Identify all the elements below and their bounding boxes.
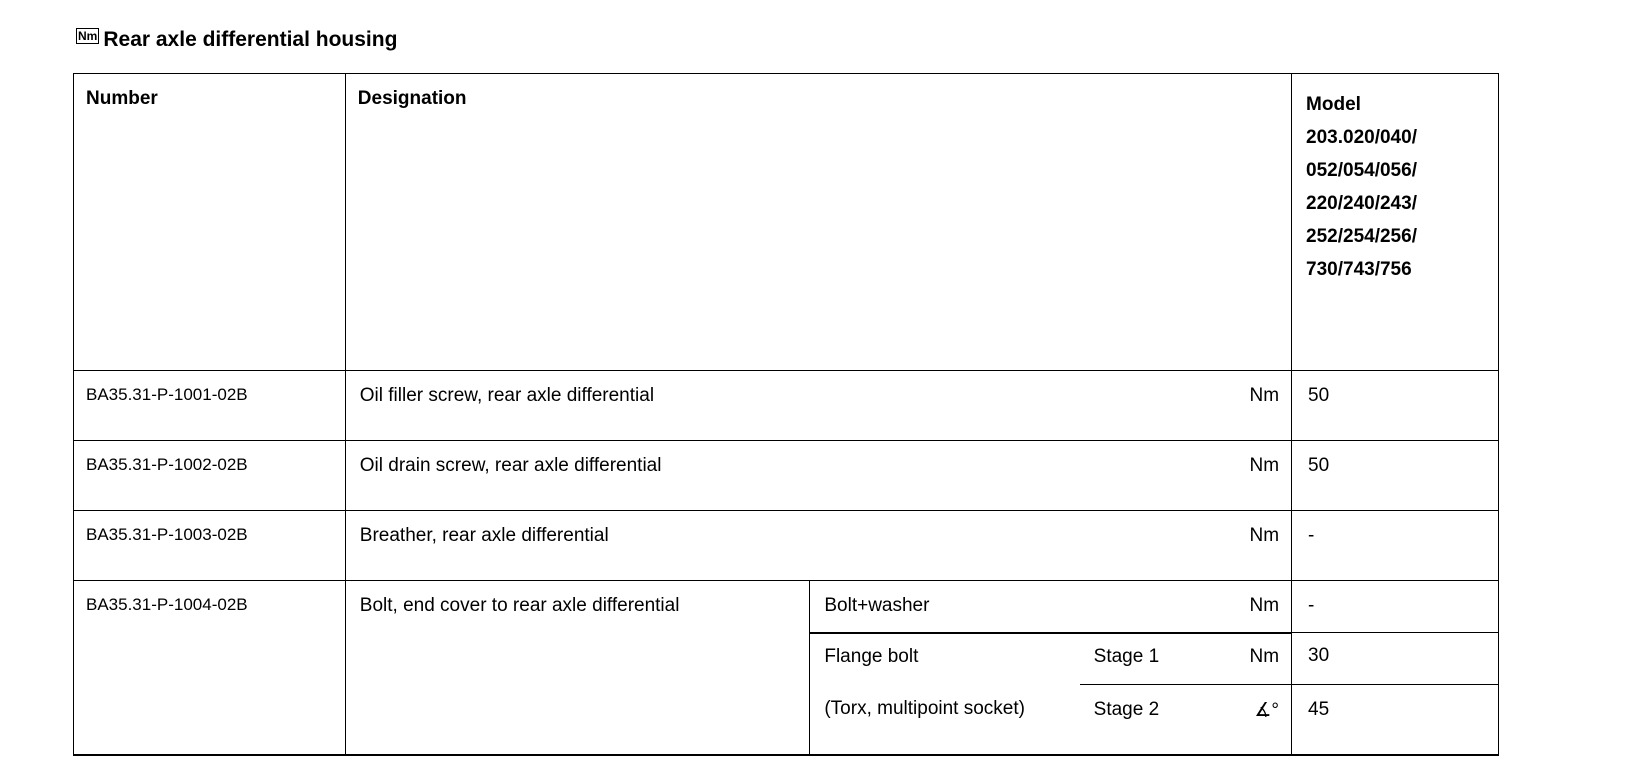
sub-value: 30 — [1292, 633, 1499, 685]
sub-part-group — [810, 633, 1080, 755]
row-value: 50 — [1292, 441, 1499, 511]
row-value: 50 — [1292, 371, 1499, 441]
model-code: 203.020/040/ — [1306, 127, 1417, 148]
section-title-text: Rear axle differential housing — [103, 28, 398, 51]
row-unit: Nm — [1220, 441, 1292, 511]
row-number: BA35.31-P-1004-02B — [74, 581, 346, 755]
model-code: 730/743/756 — [1306, 259, 1412, 280]
sub-unit: Nm — [1220, 581, 1292, 633]
header-number: Number — [74, 74, 346, 371]
sub-unit: ∡° — [1220, 685, 1292, 755]
sub-part: Bolt+washer — [810, 581, 1220, 633]
row-number: BA35.31-P-1001-02B — [74, 371, 346, 441]
sub-part: Flange bolt — [824, 645, 919, 667]
table-row — [74, 581, 1499, 633]
table-row — [74, 511, 1499, 581]
sub-part: (Torx, multipoint socket) — [824, 697, 1025, 719]
row-unit: Nm — [1220, 371, 1292, 441]
row-value: - — [1292, 511, 1499, 581]
sub-stage: Stage 2 — [1080, 685, 1220, 755]
section-title — [76, 28, 397, 52]
header-designation: Designation — [345, 74, 1291, 371]
model-code: 220/240/243/ — [1306, 193, 1417, 214]
model-code: 052/054/056/ — [1306, 160, 1417, 181]
sub-stage: Stage 1 — [1080, 633, 1220, 685]
sub-unit: Nm — [1220, 633, 1292, 685]
table-row — [74, 371, 1499, 441]
model-label: Model — [1306, 94, 1361, 115]
row-designation: Oil filler screw, rear axle differential — [345, 371, 1219, 441]
row-number: BA35.31-P-1003-02B — [74, 511, 346, 581]
header-model — [1292, 74, 1499, 371]
model-code: 252/254/256/ — [1306, 226, 1417, 247]
sub-value: 45 — [1292, 685, 1499, 755]
table-row — [74, 441, 1499, 511]
sub-value: - — [1292, 581, 1499, 633]
row-designation: Oil drain screw, rear axle differential — [345, 441, 1219, 511]
table-header-row — [74, 74, 1499, 371]
torque-nm-icon: Nm — [78, 29, 98, 43]
row-designation: Bolt, end cover to rear axle differential — [345, 581, 810, 755]
torque-spec-table — [73, 73, 1499, 756]
row-unit: Nm — [1220, 511, 1292, 581]
row-designation: Breather, rear axle differential — [345, 511, 1219, 581]
row-number: BA35.31-P-1002-02B — [74, 441, 346, 511]
